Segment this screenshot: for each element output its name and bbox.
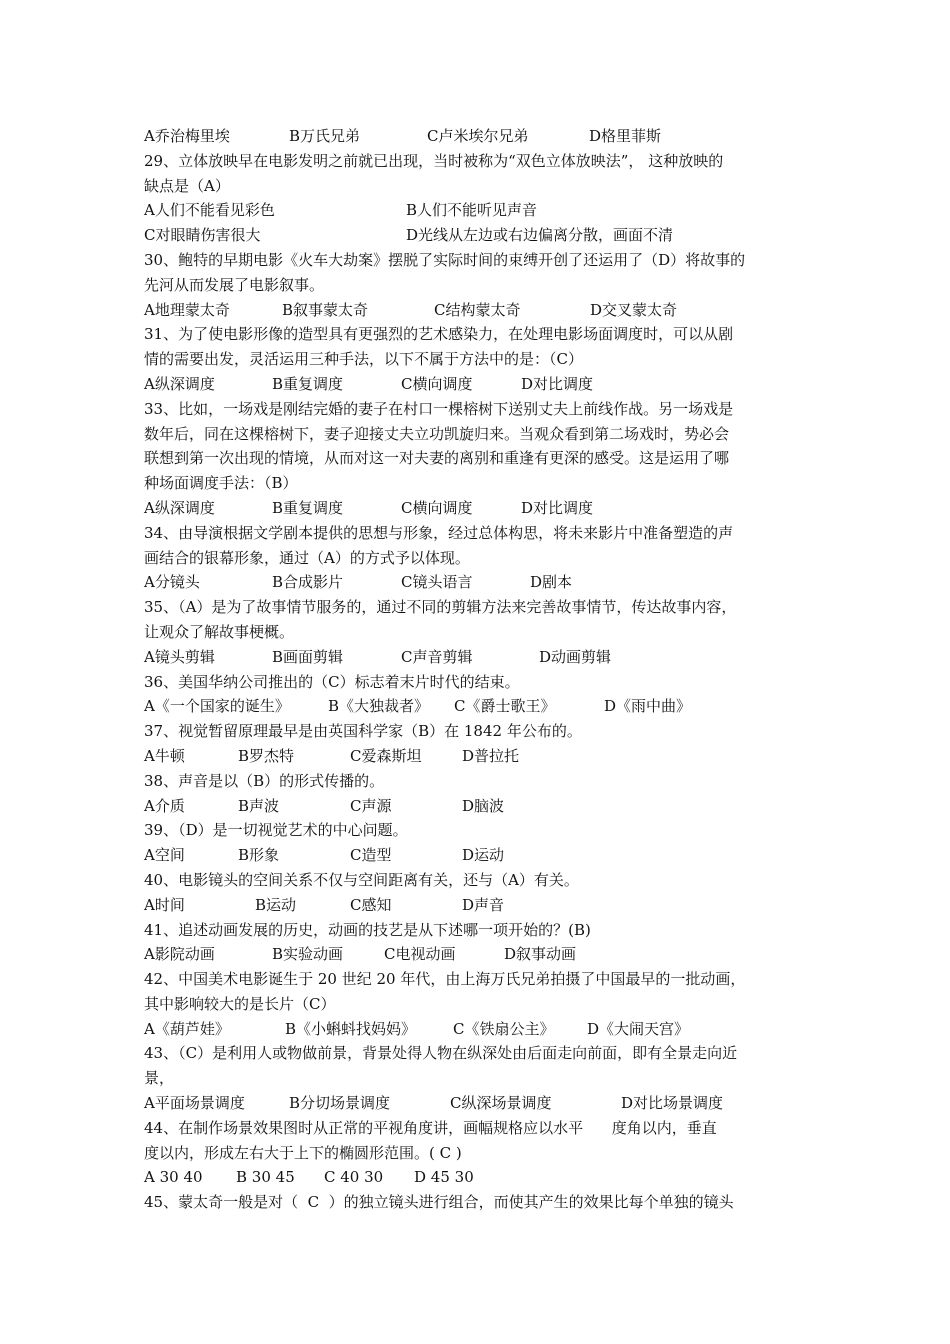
q42-stem-line-1: 42、中国美术电影诞生于 20 世纪 20 年代，由上海万氏兄弟拍摄了中国最早的一批动画， (144, 970, 746, 989)
q35-options (144, 645, 809, 670)
q34-stem-line-2: 画结合的银幕形象，通过（A）的方式予以体现。 (144, 548, 470, 567)
q33-option-b: B重复调度 (272, 498, 344, 517)
q40-option-d: D声音 (462, 895, 505, 914)
q43-stem-line-1: 43、（C）是利用人或物做前景，背景处得人物在纵深处由后面走向前面，即有全景走向近 (144, 1044, 738, 1063)
q33-stem-line-3: 联想到第一次出现的情境，从而对这一对夫妻的离别和重逢有更深的感受。这是运用了哪 (144, 449, 730, 468)
q44-option-b: B 30 45 (236, 1168, 295, 1187)
q33-options (144, 496, 809, 521)
q38-options (144, 794, 809, 819)
q35-option-b: B画面剪辑 (272, 647, 344, 666)
q44-stem-line-2: 度以内，形成左右大于上下的椭圆形范围。( C ) (144, 1143, 462, 1162)
document-page (144, 124, 809, 1215)
q34-option-b: B合成影片 (272, 573, 344, 592)
q29-options-row-2 (144, 223, 809, 248)
q40-option-c: C感知 (350, 895, 392, 914)
q33-option-d: D对比调度 (521, 498, 594, 517)
q33-stem-line-4: 种场面调度手法：（B） (144, 474, 298, 493)
q28-options (144, 124, 809, 149)
q28-option-c: C卢米埃尔兄弟 (427, 127, 529, 145)
q33-option-c: C横向调度 (401, 498, 473, 517)
q43-option-c: C纵深场景调度 (450, 1094, 552, 1113)
q30-option-a: A地理蒙太奇 (144, 300, 230, 319)
q39-option-b: B形象 (238, 846, 280, 865)
q30-option-d: D交叉蒙太奇 (590, 300, 678, 319)
q39-stem: 39、（D）是一切视觉艺术的中心问题。 (144, 821, 408, 840)
q33-option-a: A纵深调度 (144, 498, 215, 517)
q42-option-d: D《大闹天宫》 (587, 1019, 690, 1038)
q30-stem-line-1: 30、鲍特的早期电影《火车大劫案》摆脱了实际时间的束缚开创了还运用了（D）将故事的 (144, 250, 746, 269)
q29-stem-line-2: 缺点是（A） (144, 176, 230, 195)
q36-options (144, 694, 809, 719)
q44-option-c: C 40 30 (324, 1168, 384, 1187)
q43-options (144, 1091, 809, 1116)
q35-option-a: A镜头剪辑 (144, 647, 215, 666)
q45-stem-line-1: 45、蒙太奇一般是对（ C ）的独立镜头进行组合，而使其产生的效果比每个单独的镜头 (144, 1193, 734, 1212)
q42-option-a: A《葫芦娃》 (144, 1019, 230, 1038)
q41-stem: 41、追述动画发展的历史，动画的技艺是从下述哪一项开始的？(B) (144, 920, 591, 939)
q31-stem-line-1: 31、为了使电影形像的造型具有更强烈的艺术感染力，在处理电影场面调度时，可以从剧 (144, 325, 734, 344)
q40-stem: 40、电影镜头的空间关系不仅与空间距离有关，还与（A）有关。 (144, 870, 579, 889)
q29-option-c: C对眼睛伤害很大 (144, 226, 261, 245)
q31-options (144, 372, 809, 397)
q35-stem-line-2: 让观众了解故事梗概。 (144, 622, 295, 641)
q33-stem-line-2: 数年后，同在这棵榕树下，妻子迎接丈夫立功凯旋归来。当观众看到第二场戏时，势必会 (144, 424, 730, 443)
q36-option-d: D《雨中曲》 (604, 697, 692, 716)
q34-option-a: A分镜头 (144, 573, 200, 592)
q37-option-d: D普拉托 (462, 746, 520, 765)
q28-option-a: A乔治梅里埃 (144, 127, 230, 145)
q38-option-a: A介质 (144, 796, 185, 815)
q39-option-d: D运动 (462, 846, 505, 865)
q38-option-d: D脑波 (462, 796, 505, 815)
q41-options (144, 942, 809, 967)
q30-options (144, 298, 809, 323)
q29-option-b: B人们不能听见声音 (406, 201, 538, 220)
q42-stem-line-2: 其中影响较大的是长片（C） (144, 994, 336, 1013)
q44-option-a: A 30 40 (144, 1168, 203, 1187)
q29-option-d: D光线从左边或右边偏离分散，画面不清 (406, 226, 674, 245)
q43-option-a: A平面场景调度 (144, 1094, 245, 1113)
q42-option-b: B《小蝌蚪找妈妈》 (285, 1019, 417, 1038)
q34-options (144, 570, 809, 595)
q39-options (144, 843, 809, 868)
q35-option-c: C声音剪辑 (401, 647, 473, 666)
q44-options (144, 1165, 809, 1190)
q31-stem-line-2: 情的需要出发，灵活运用三种手法，以下不属于方法中的是：（C） (144, 350, 583, 369)
q38-option-b: B声波 (238, 796, 280, 815)
q30-option-c: C结构蒙太奇 (434, 300, 521, 319)
q29-option-a: A人们不能看见彩色 (144, 201, 275, 220)
q42-option-c: C《铁扇公主》 (453, 1019, 555, 1038)
q31-option-d: D对比调度 (521, 374, 594, 393)
q37-option-c: C爱森斯坦 (350, 746, 422, 765)
q41-option-b: B实验动画 (272, 945, 344, 964)
q31-option-c: C横向调度 (401, 374, 473, 393)
q36-option-c: C《爵士歌王》 (454, 697, 556, 716)
q37-options (144, 744, 809, 769)
q40-option-a: A时间 (144, 895, 185, 914)
q43-option-d: D对比场景调度 (621, 1094, 724, 1113)
q31-option-b: B重复调度 (272, 374, 344, 393)
q28-option-b: B万氏兄弟 (289, 127, 361, 145)
q43-stem-line-2: 景， (144, 1069, 175, 1088)
q34-option-d: D剧本 (530, 573, 573, 592)
q36-option-a: A《一个国家的诞生》 (144, 697, 290, 716)
q41-option-c: C电视动画 (384, 945, 456, 964)
q30-option-b: B叙事蒙太奇 (282, 300, 369, 319)
q33-stem-line-1: 33、比如，一场戏是刚结完婚的妻子在村口一棵榕树下送别丈夫上前线作战。另一场戏是 (144, 399, 734, 418)
q37-option-a: A牛顿 (144, 746, 185, 765)
q31-option-a: A纵深调度 (144, 374, 215, 393)
q39-option-c: C造型 (350, 846, 392, 865)
q28-option-d: D格里菲斯 (589, 127, 662, 145)
q38-stem: 38、声音是以（B）的形式传播的。 (144, 771, 385, 790)
q44-option-d: D 45 30 (414, 1168, 474, 1187)
q35-option-d: D动画剪辑 (539, 647, 612, 666)
q35-stem-line-1: 35、（A）是为了故事情节服务的，通过不同的剪辑方法来完善故事情节，传达故事内容， (144, 598, 737, 617)
q36-stem: 36、美国华纳公司推出的（C）标志着末片时代的结束。 (144, 672, 520, 691)
q29-options-row-1 (144, 198, 809, 223)
q37-option-b: B罗杰特 (238, 746, 295, 765)
q40-option-b: B运动 (255, 895, 297, 914)
q34-option-c: C镜头语言 (401, 573, 473, 592)
q36-option-b: B《大独裁者》 (328, 697, 430, 716)
q37-stem: 37、视觉暂留原理最早是由英国科学家（B）在 1842 年公布的。 (144, 722, 582, 741)
q42-options (144, 1017, 809, 1042)
q39-option-a: A空间 (144, 846, 185, 865)
q41-option-d: D叙事动画 (504, 945, 577, 964)
q40-options (144, 893, 809, 918)
q43-option-b: B分切场景调度 (289, 1094, 391, 1113)
q29-stem-line-1: 29、立体放映早在电影发明之前就已出现，当时被称为“双色立体放映法”， 这种放映的 (144, 151, 724, 170)
q38-option-c: C声源 (350, 796, 392, 815)
q34-stem-line-1: 34、由导演根据文学剧本提供的思想与形象，经过总体构思，将未来影片中准备塑造的声 (144, 523, 734, 542)
q41-option-a: A影院动画 (144, 945, 215, 964)
q44-stem-line-1: 44、在制作场景效果图时从正常的平视角度讲，画幅规格应以水平 度角以内，垂直 (144, 1118, 717, 1137)
q30-stem-line-2: 先河从而发展了电影叙事。 (144, 275, 325, 294)
